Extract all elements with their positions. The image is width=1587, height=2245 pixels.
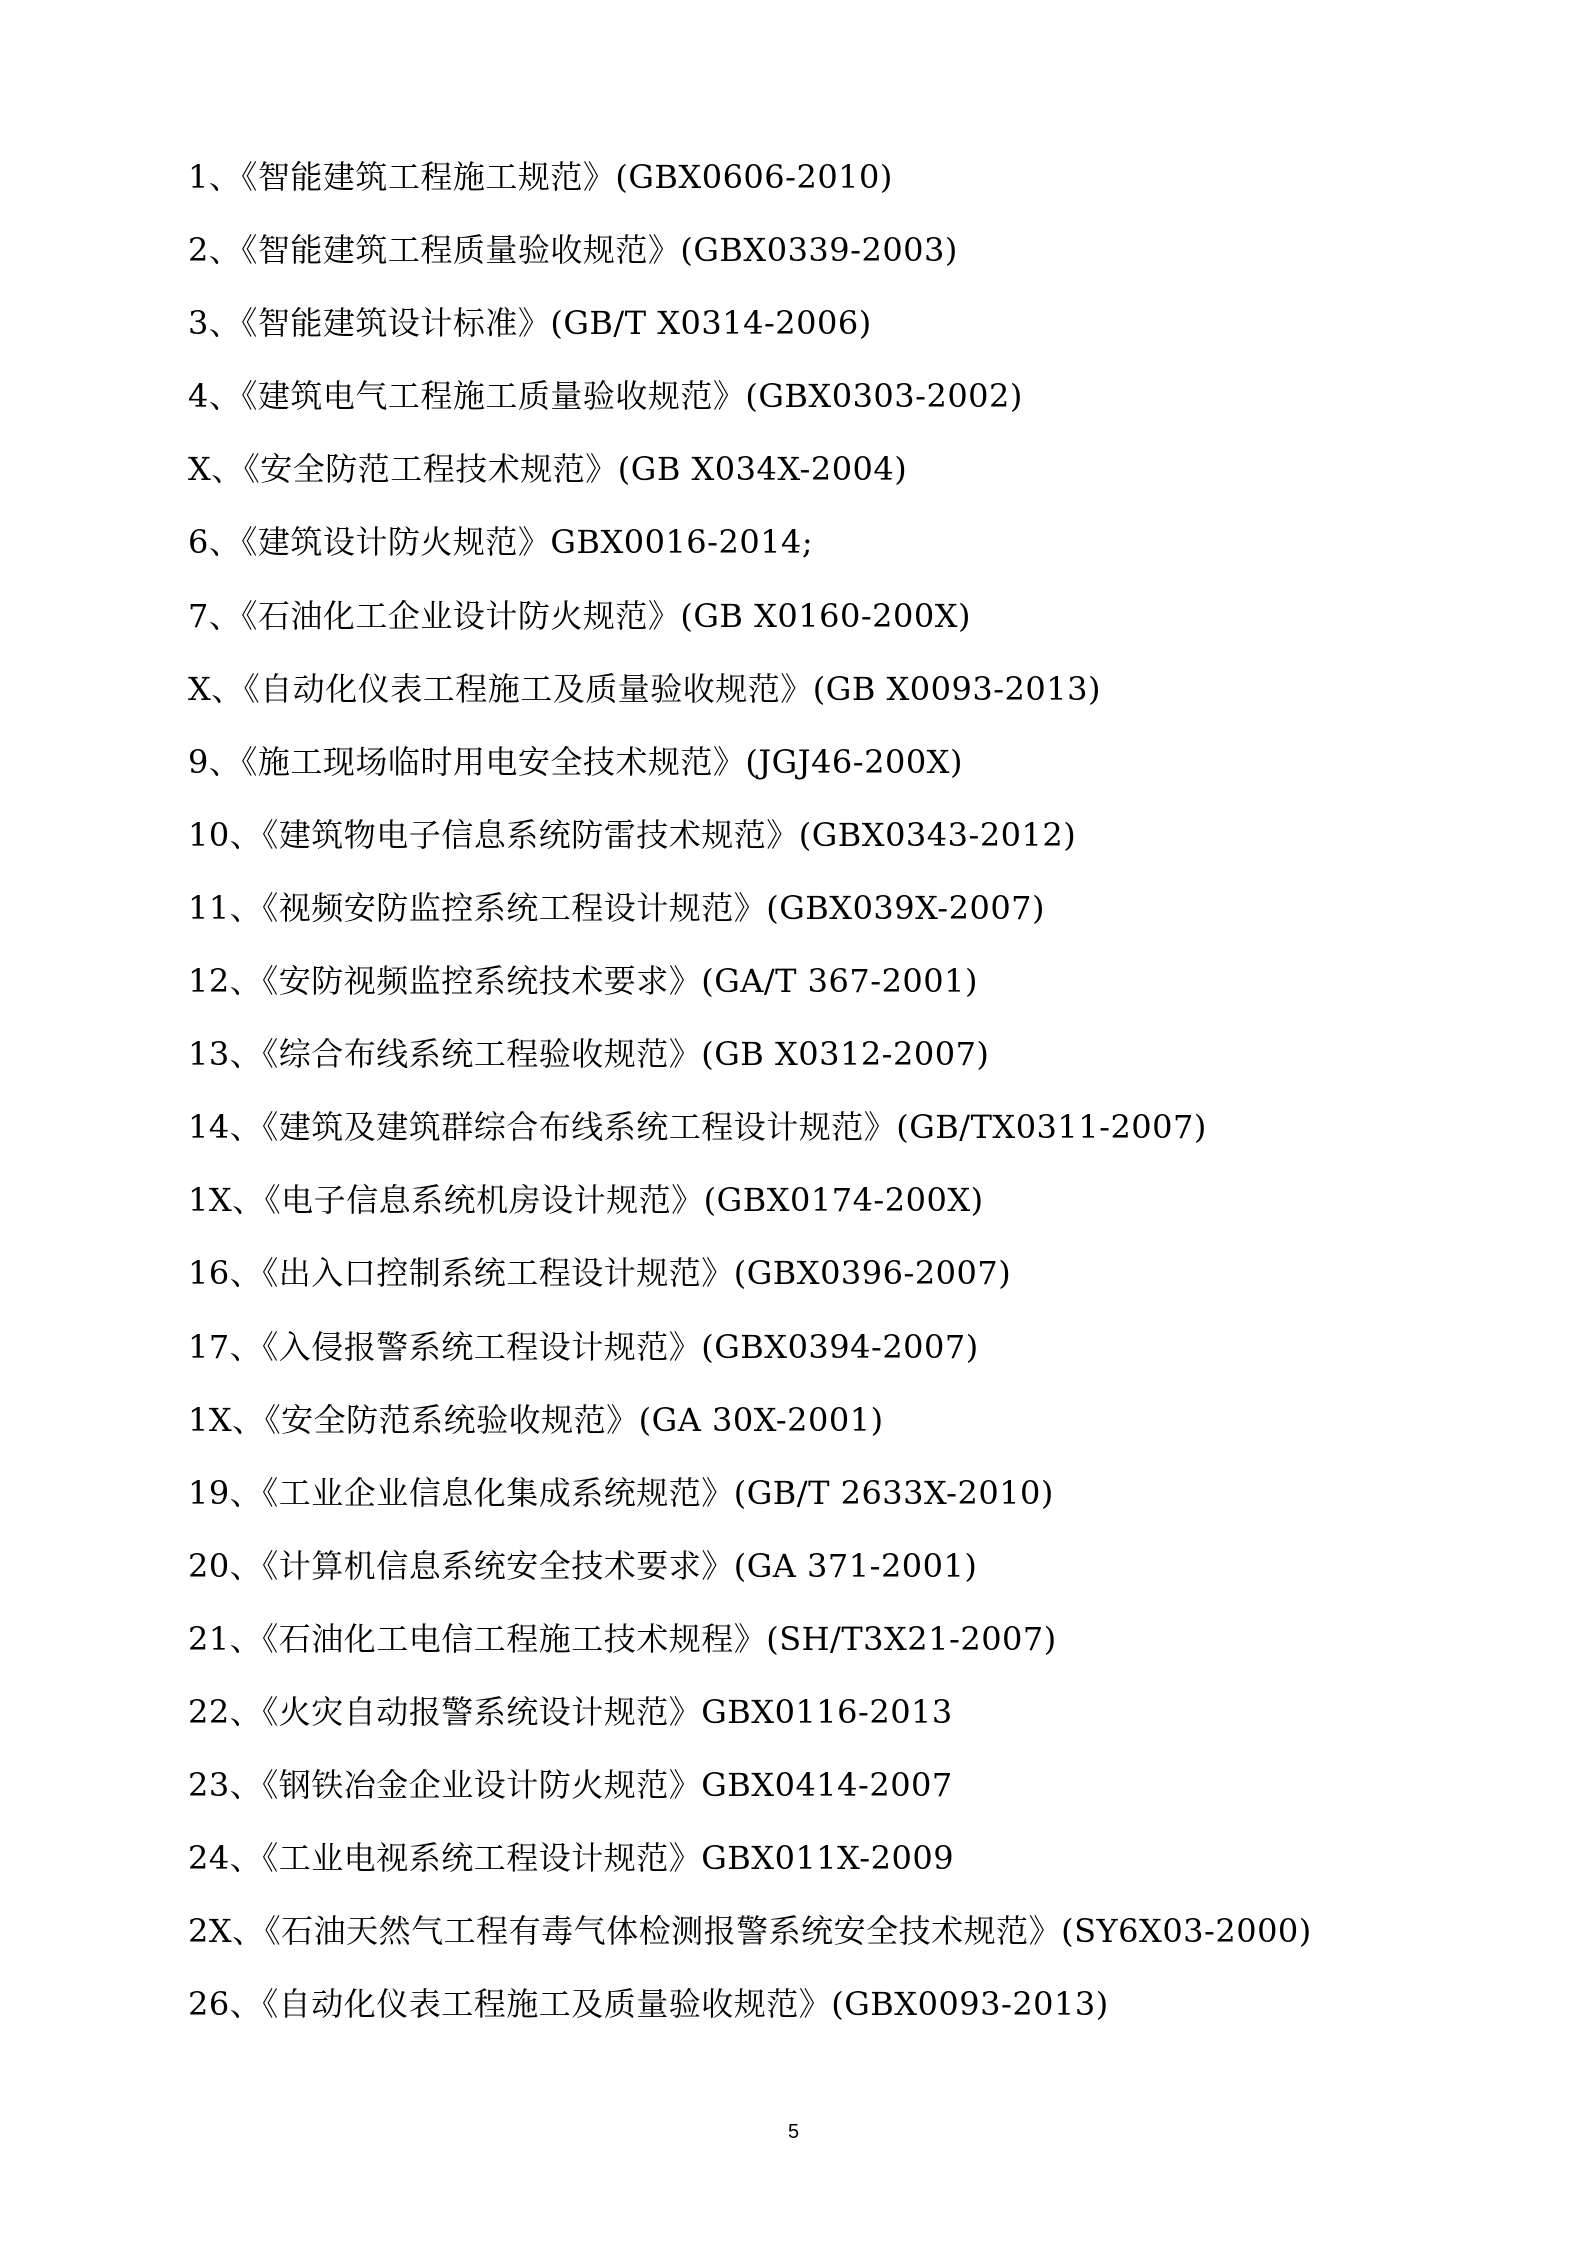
reference-item: 24、《工业电视系统工程设计规范》GBX011X-2009 [188, 1839, 955, 1878]
reference-item: 19、《工业企业信息化集成系统规范》(GB/T 2633X-2010) [188, 1473, 1054, 1512]
reference-item: 17、《入侵报警系统工程设计规范》(GBX0394-2007) [188, 1327, 979, 1366]
reference-item: 3、《智能建筑设计标准》(GB/T X0314-2006) [188, 304, 872, 343]
reference-item: 1X、《安全防范系统验收规范》(GA 30X-2001) [188, 1400, 884, 1439]
reference-item: 13、《综合布线系统工程验收规范》(GB X0312-2007) [188, 1035, 990, 1074]
reference-list [188, 150, 1438, 2050]
reference-item: 1、《智能建筑工程施工规范》(GBX0606-2010) [188, 158, 893, 196]
reference-item: 10、《建筑物电子信息系统防雷技术规范》(GBX0343-2012) [188, 815, 1077, 854]
reference-item: 1X、《电子信息系统机房设计规范》(GBX0174-200X) [188, 1181, 984, 1220]
reference-item: 11、《视频安防监控系统工程设计规范》(GBX039X-2007) [188, 888, 1046, 927]
reference-item: 6、《建筑设计防火规范》GBX0016-2014; [188, 523, 814, 562]
reference-item: X、《自动化仪表工程施工及质量验收规范》(GB X0093-2013) [188, 669, 1101, 708]
reference-item: 20、《计算机信息系统安全技术要求》(GA 371-2001) [188, 1546, 978, 1585]
reference-item: 4、《建筑电气工程施工质量验收规范》(GBX0303-2002) [188, 377, 1023, 416]
reference-item: 7、《石油化工企业设计防火规范》(GB X0160-200X) [188, 596, 971, 635]
reference-item: 21、《石油化工电信工程施工技术规程》(SH/T3X21-2007) [188, 1619, 1057, 1658]
reference-item: 16、《出入口控制系统工程设计规范》(GBX0396-2007) [188, 1254, 1012, 1293]
reference-item: 26、《自动化仪表工程施工及质量验收规范》(GBX0093-2013) [188, 1985, 1109, 2024]
reference-item: X、《安全防范工程技术规范》(GB X034X-2004) [188, 450, 908, 489]
reference-item: 2、《智能建筑工程质量验收规范》(GBX0339-2003) [188, 231, 958, 270]
reference-item: 23、《钢铁冶金企业设计防火规范》GBX0414-2007 [188, 1766, 953, 1805]
reference-item: 12、《安防视频监控系统技术要求》(GA/T 367-2001) [188, 962, 978, 1001]
reference-item: 14、《建筑及建筑群综合布线系统工程设计规范》(GB/TX0311-2007) [188, 1108, 1207, 1147]
page-number: 5 [787, 2121, 800, 2143]
reference-item: 22、《火灾自动报警系统设计规范》GBX0116-2013 [188, 1692, 953, 1731]
reference-item: 2X、《石油天然气工程有毒气体检测报警系统安全技术规范》(SY6X03-2000) [188, 1912, 1312, 1951]
reference-item: 9、《施工现场临时用电安全技术规范》(JGJ46-200X) [188, 742, 963, 781]
